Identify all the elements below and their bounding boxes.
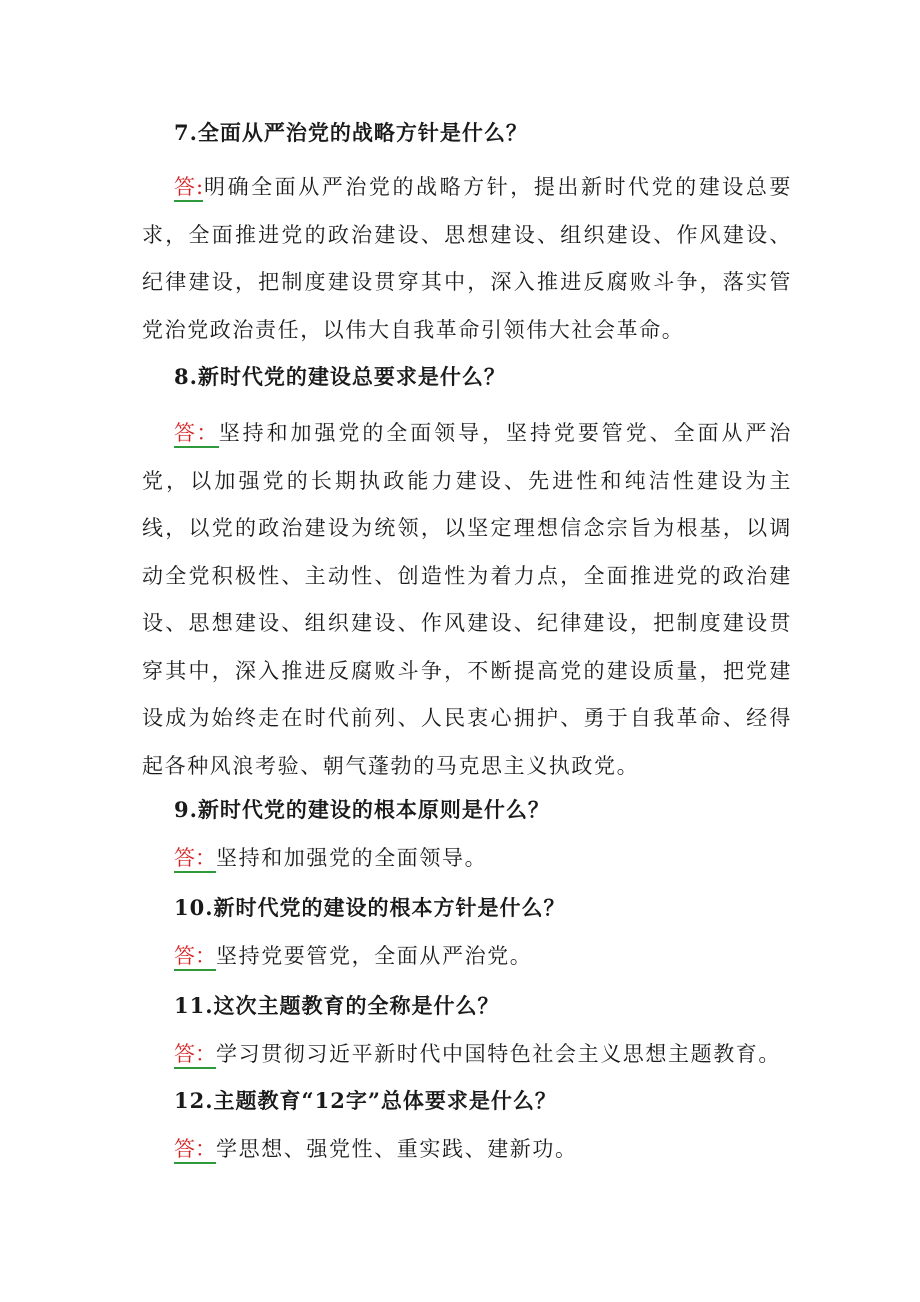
answer-label: 答： bbox=[174, 421, 219, 448]
answer-paragraph bbox=[142, 1126, 792, 1174]
qa-item-12 bbox=[0, 1086, 920, 1174]
answer-label: 答： bbox=[174, 846, 216, 873]
question-heading: 7.全面从严治党的战略方针是什么？ bbox=[174, 120, 528, 145]
question-heading: 12.主题教育“12字”总体要求是什么？ bbox=[174, 1088, 557, 1113]
question-heading: 8.新时代党的建设总要求是什么？ bbox=[174, 364, 506, 389]
answer-label: 答: bbox=[174, 175, 203, 202]
answer-paragraph bbox=[142, 1031, 792, 1079]
question-heading: 11.这次主题教育的全称是什么？ bbox=[174, 993, 500, 1018]
answer-paragraph bbox=[142, 933, 792, 981]
question-heading: 9.新时代党的建设的根本原则是什么？ bbox=[174, 797, 550, 822]
answer-text: 坚持和加强党的全面领导，坚持党要管党、全面从严治党，以加强党的长期执政能力建设、先进性和纯洁性建设为主线，以党的政治建设为统领，以坚定理想信念宗旨为根基，以调动全党积极性、主动性、创造性为着力点，全面推进党的政治建设、思想建设、组织建设、作风建设、纪律建设，把制度建设贯穿其中，深入推进反腐败斗争，不断提高党的建设质量，把党建设成为始终走在时代前列、人民衷心拥护、勇于自我革命、经得起各种风浪考验、朝气蓬勃的马克思主义执政党。 bbox=[142, 421, 792, 778]
answer-paragraph bbox=[142, 410, 792, 790]
answer-text: 学习贯彻习近平新时代中国特色社会主义思想主题教育。 bbox=[216, 1042, 781, 1066]
answer-paragraph bbox=[142, 164, 792, 354]
answer-text: 坚持和加强党的全面领导。 bbox=[216, 846, 488, 870]
answer-text: 明确全面从严治党的战略方针，提出新时代党的建设总要求，全面推进党的政治建设、思想建设、组织建设、作风建设、纪律建设，把制度建设贯穿其中，深入推进反腐败斗争，落实管党治党政治责任，以伟大自我革命引领伟大社会革命。 bbox=[142, 175, 793, 342]
qa-item-7 bbox=[0, 118, 920, 354]
qa-item-11 bbox=[0, 991, 920, 1079]
answer-label: 答： bbox=[174, 1042, 216, 1069]
qa-item-8 bbox=[0, 362, 920, 790]
answer-paragraph bbox=[142, 835, 792, 883]
answer-text: 坚持党要管党，全面从严治党。 bbox=[216, 944, 533, 968]
qa-item-10 bbox=[0, 893, 920, 981]
answer-label: 答： bbox=[174, 944, 216, 971]
question-heading: 10.新时代党的建设的根本方针是什么？ bbox=[174, 895, 566, 920]
answer-label: 答： bbox=[174, 1137, 216, 1164]
qa-item-9 bbox=[0, 795, 920, 883]
answer-text: 学思想、强党性、重实践、建新功。 bbox=[216, 1137, 578, 1161]
